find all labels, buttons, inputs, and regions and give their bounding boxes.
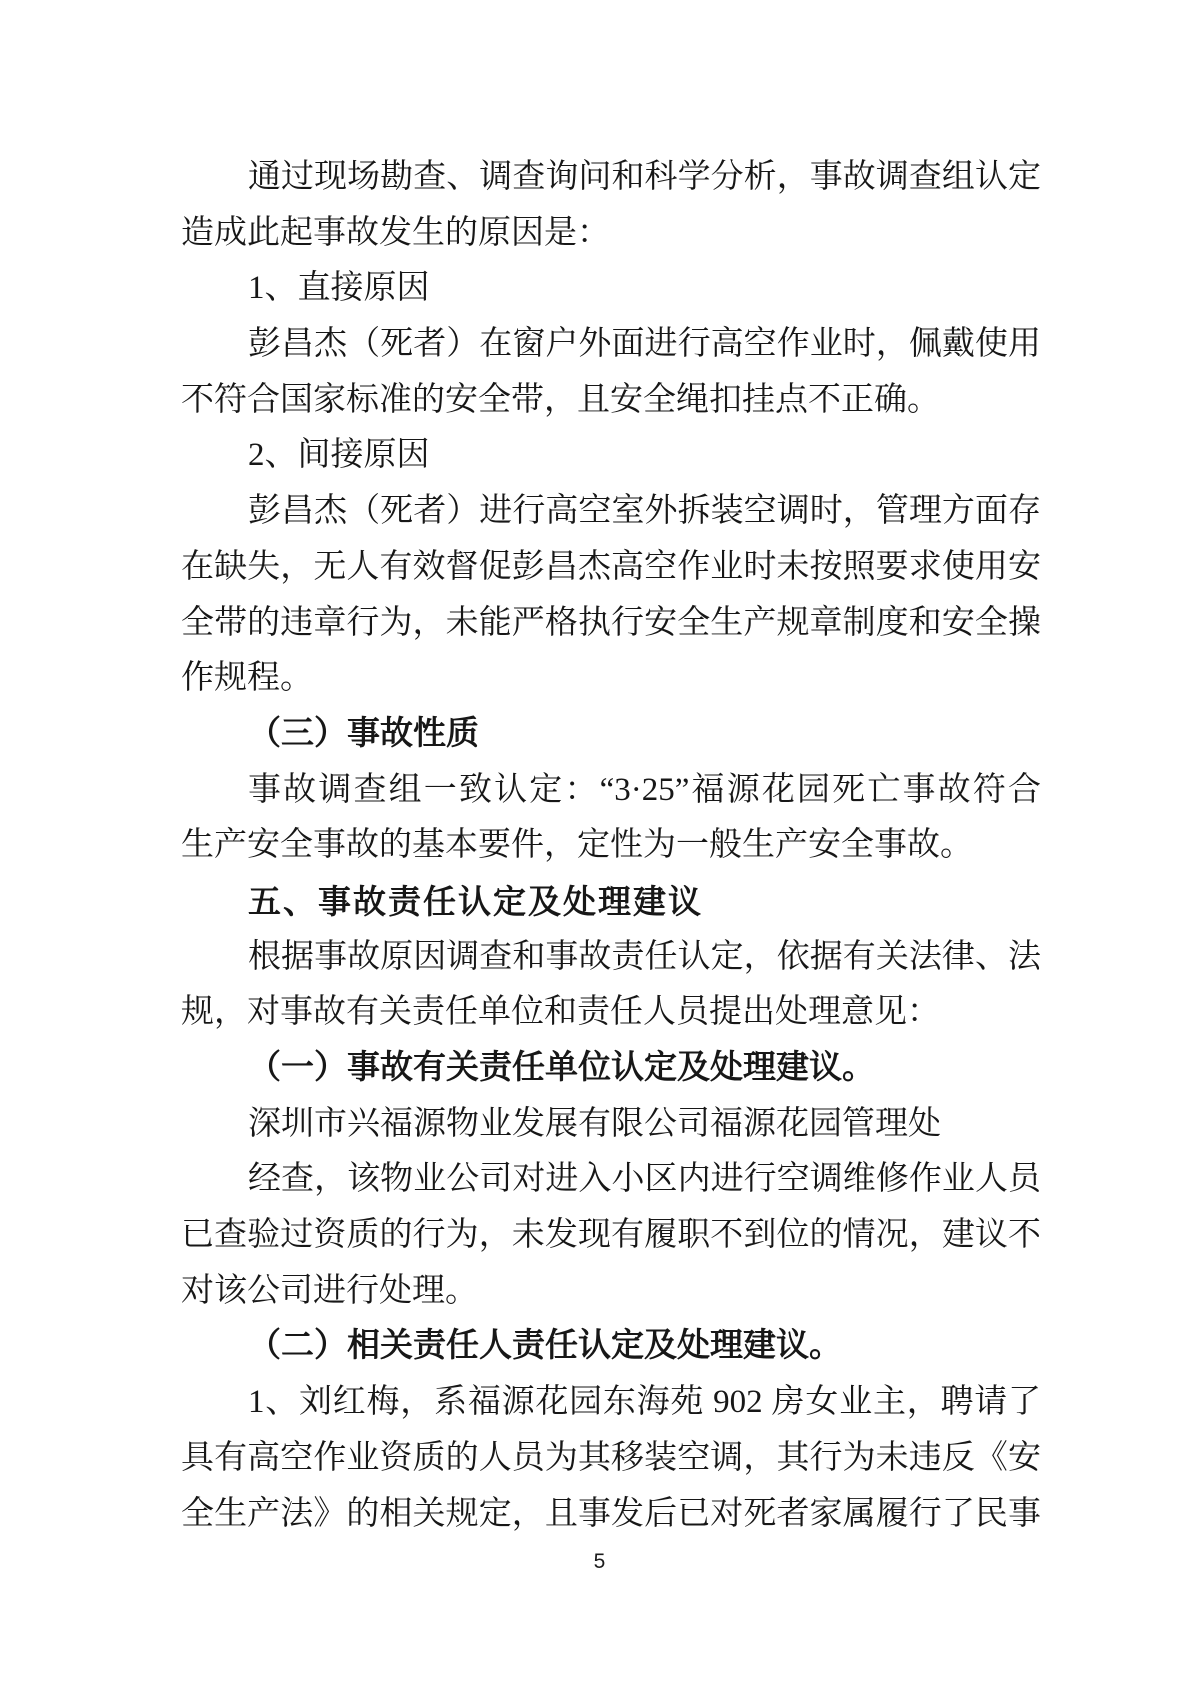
text-line: 对该公司进行处理。 <box>181 1272 478 1309</box>
text-line: 经查，该物业公司对进入小区内进行空调维修作业人员 <box>248 1161 1041 1198</box>
text-line: 全带的违章行为，未能严格执行安全生产规章制度和安全操 <box>181 604 1041 641</box>
text-line: 1、直接原因 <box>248 270 430 307</box>
section-heading: 五、事故责任认定及处理建议 <box>248 882 703 920</box>
text-line: 造成此起事故发生的原因是： <box>181 214 610 251</box>
section-heading: （一）事故有关责任单位认定及处理建议。 <box>248 1050 875 1086</box>
text-line: 彭昌杰（死者）在窗户外面进行高空作业时，佩戴使用 <box>248 326 1041 363</box>
text-line: 根据事故原因调查和事故责任认定，依据有关法律、法 <box>248 938 1041 975</box>
page-number: 5 <box>593 1550 606 1573</box>
text-line: 2、间接原因 <box>248 437 430 474</box>
text-line: 通过现场勘查、调查询问和科学分析，事故调查组认定 <box>248 159 1041 195</box>
document-body <box>181 150 1041 1542</box>
text-line: 生产安全事故的基本要件，定性为一般生产安全事故。 <box>181 827 973 864</box>
text-line: 规，对事故有关责任单位和责任人员提出处理意见： <box>181 994 940 1031</box>
section-heading: （二）相关责任人责任认定及处理建议。 <box>248 1328 842 1365</box>
text-line: 1、刘红梅，系福源花园东海苑 902 房女业主，聘请了 <box>248 1384 1041 1421</box>
text-line: 具有高空作业资质的人员为其移装空调，其行为未违反《安 <box>181 1439 1041 1476</box>
text-line: 深圳市兴福源物业发展有限公司福源花园管理处 <box>248 1105 941 1142</box>
text-line: 在缺失，无人有效督促彭昌杰高空作业时未按照要求使用安 <box>181 548 1041 585</box>
text-line: 全生产法》的相关规定，且事发后已对死者家属履行了民事 <box>181 1495 1041 1532</box>
section-heading: （三）事故性质 <box>248 715 479 752</box>
text-line: 已查验过资质的行为，未发现有履职不到位的情况，建议不 <box>181 1217 1041 1254</box>
text-line: 作规程。 <box>181 660 313 697</box>
text-line: 不符合国家标准的安全带，且安全绳扣挂点不正确。 <box>181 381 940 418</box>
text-line: 事故调查组一致认定：“3·25”福源花园死亡事故符合 <box>248 771 1041 808</box>
text-line: 彭昌杰（死者）进行高空室外拆装空调时，管理方面存 <box>248 493 1041 530</box>
